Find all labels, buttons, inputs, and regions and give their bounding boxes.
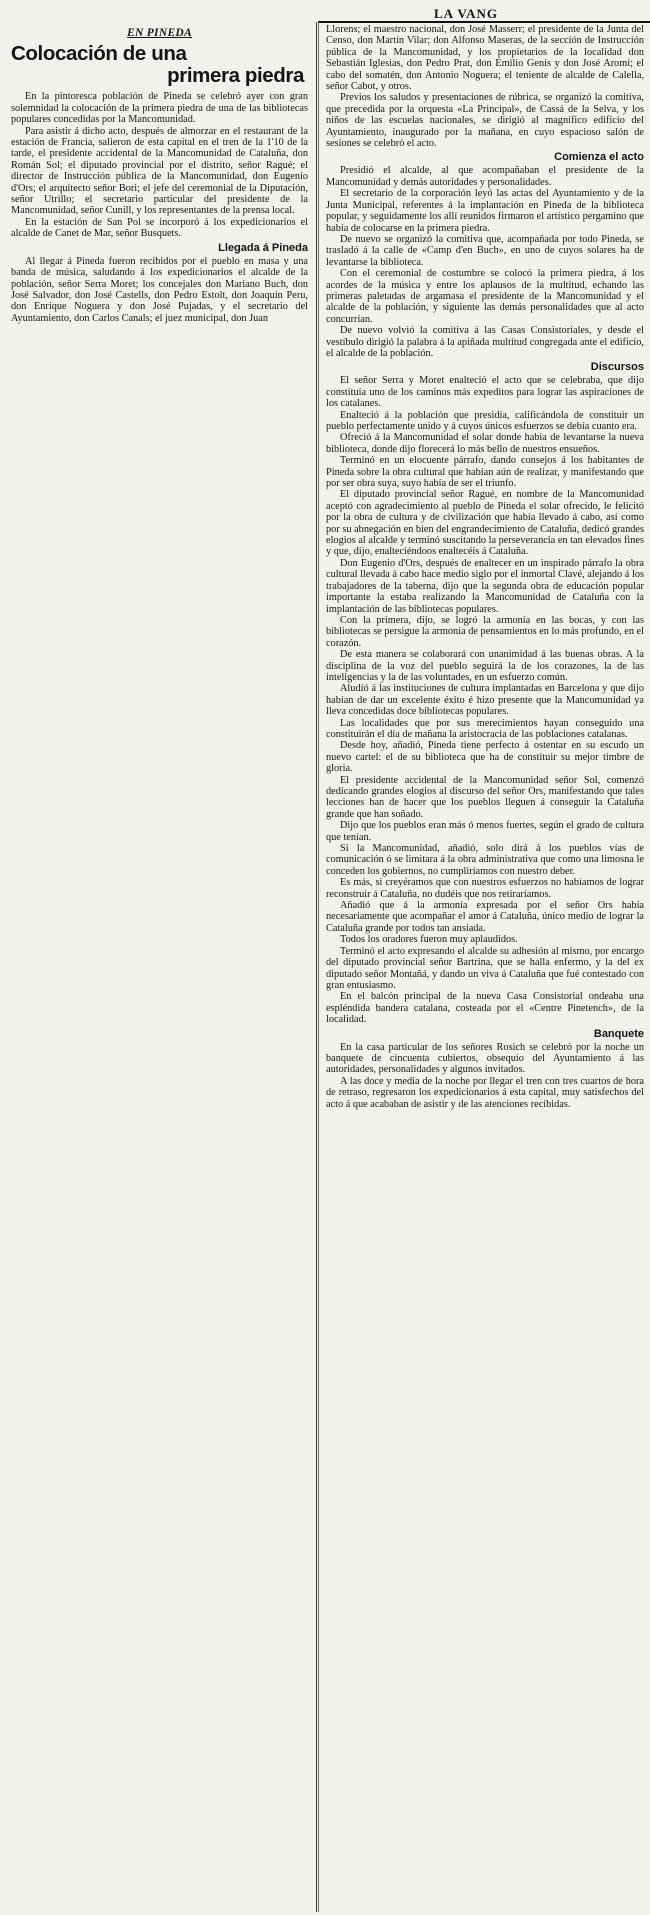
- paragraph: En la estación de San Pol se incorporó á los expedicionarios el alcalde de Canet de Mar, señor Busquets.: [11, 216, 308, 240]
- paragraph: Desde hoy, añadió, Pineda tiene perfecto á ostentar en su escudo un nuevo cartel: el de su biblioteca que ha de constituir su mejor timbre de gloria.: [326, 740, 644, 775]
- paragraph: De esta manera se colaborará con unanimidad á las buenas obras. A la disciplina de la voz del pueblo seguirá la de los corazones, la de las inteligencias y la de las voluntades, en un esfuerzo común.: [326, 649, 644, 683]
- subheading-comienza: Comienza el acto: [554, 151, 644, 164]
- right-column: [326, 24, 644, 1110]
- paragraph: Es más, si creyéramos que con nuestros esfuerzos no habíamos de lograr reconstruir á Cataluña, no dudéis que nos retiraríamos.: [326, 877, 644, 900]
- masthead-rule: [318, 21, 650, 23]
- paragraph: Dijo que los pueblos eran más ó menos fuertes, según el grado de cultura que tenían.: [326, 820, 644, 843]
- section-tag: EN PINEDA: [126, 27, 192, 39]
- paragraph: Llorens; el maestro nacional, don José Masserr; el presidente de la Junta del Censo, don Martín Vilar; don Alfonso Maseras, de la sección de Instrucción pública de la Mancomunidad, y los propietarios de la localidad don Sebastián Iglesias, don Pedro Prat, don Emilio Genís y don José Aromí; el cabo del somatén, don Antonio Noguera; el teniente de alcalde de Calella, señor Cabot, y otros.: [326, 24, 644, 93]
- paragraph: Don Eugenio d'Ors, después de enaltecer en un inspirado párrafo la obra cultural llevada á cabo hace medio siglo por el inmortal Clavé, alejando á los trabajadores de la taberna, dijo que la segunda obra de educación popular importante la estaba realizando la Mancomunidad de Cataluña con la implantación de las bibliotecas populares.: [326, 557, 644, 615]
- paragraph: En la casa particular de los señores Rosich se celebró por la noche un banquete de cincuenta cubiertos, obsequio del Ayuntamiento á las autoridades, personalidades y algunos invitados.: [326, 1041, 644, 1076]
- paragraph: Para asistir á dicho acto, después de almorzar en el restaurant de la estación de Francia, salieron de esta capital en el tren de la 1'10 de la tarde, el presidente accidental de la Mancomunidad de Cataluña, don Román Sol; el diputado provincial por el distrito, señor Ragué; el director de Instrucción pública de la Mancomunidad, don Eugenio d'Ors; el arquitecto señor Bori; el jefe del ceremonial de la Diputación, señor Utrillo; el secretario particular del presidente de la Mancomunidad, señor Cunill, y los representantes de la prensa local.: [11, 125, 308, 217]
- paragraph: El secretario de la corporación leyó las actas del Ayuntamiento y de la Junta Municipal, referentes á la implantación en Pineda de la biblioteca popular, y seguidamente los allí reunidos firmaron el artístico pergamino que había de colocarse en la primera piedra.: [326, 188, 644, 234]
- article-headline: [11, 43, 308, 87]
- paragraph: El diputado provincial señor Ragué, en nombre de la Mancomunidad aceptó con agradecimiento al pueblo de Pineda el solar ofrecido, le felicitó por la obra de cultura y de civilización que había llevado á cabo, así como por su abnegación en bien del engrandecimiento de Cataluña, dedicó grandes elogios al alcalde y terminó suscitando la perseverancia en tan elevados fines y que, dijo, enalteciéndoos enaltecéis á Cataluña.: [326, 489, 644, 558]
- column-divider-inner: [318, 22, 319, 1912]
- paragraph: A las doce y media de la noche por llegar el tren con tres cuartos de hora de retraso, regresaron los expedicionarios á esta capital, muy satisfechos del acto á que acababan de asistir y de las atenciones recibidas.: [326, 1075, 644, 1110]
- paragraph: El presidente accidental de la Mancomunidad señor Sol, comenzó dedicando grandes elogios al discurso del señor Ors, manifestando que tales lecciones han de hacer que los pueblos lleguen á conseguir la Cataluña grande que han soñado.: [326, 774, 644, 820]
- paragraph: Ofreció á la Mancomunidad el solar donde había de levantarse la nueva biblioteca, donde dijo florecerá lo más bello de nuestros ensueños.: [326, 432, 644, 455]
- paragraph: Aludió á las instituciones de cultura implantadas en Barcelona y que dijo habían de dar un excelente éxito é hizo presente que la Mancomunidad ya lleva concedidas doce bibliotecas populares.: [326, 683, 644, 718]
- subheading-llegada: Llegada á Pineda: [218, 241, 308, 254]
- subheading-discursos: Discursos: [590, 361, 644, 374]
- paragraph: Añadió que á la armonía expresada por el señor Ors había necesariamente que acompañar el amor á Cataluña, único medio de lograr la Cataluña grande por todos tan ansiada.: [326, 900, 644, 934]
- headline-line-1: Colocación de una: [11, 42, 187, 66]
- paragraph: Enalteció á la población que presidía, calificándola de constituir un pueblo perfectamente unido y á cuyos únicos esfuerzos se debía cuanto era.: [326, 409, 644, 432]
- paragraph: Terminó el acto expresando el alcalde su adhesión al mismo, por encargo del diputado provincial señor Bartrina, que se halla enfermo, y la del ex diputado señor Montañá, y dando un viva á Cataluña que fué contestado con gran entusiasmo.: [326, 945, 644, 991]
- paragraph: De nuevo se organizó la comitiva que, acompañada por todo Pineda, se trasladó á la calle de «Camp d'en Buch», en uno de cuyos solares ha de levantarse la biblioteca.: [326, 233, 644, 268]
- masthead-title: LA VANG: [434, 6, 498, 21]
- paragraph: Si la Mancomunidad, añadió, solo dirá á los pueblos vías de comunicación ó se limitara á la obra administrativa que como una limosna le conceden los gobiernos, no cumpliríamos con nuestro deber.: [326, 843, 644, 877]
- column-divider: [316, 22, 317, 1912]
- paragraph: Al llegar á Pineda fueron recibidos por el pueblo en masa y una banda de música, saludando á los expedicionarios el alcalde de la población, señor Serra Moret; los concejales don Mariano Buch, don José Salvador, don José Castells, don Pedro Estolt, don Joaquín Peru, don Enrique Noguera y don José Pujadas, y el secretario del Ayuntamiento, don Carlos Canals; el juez municipal, don Juan: [11, 255, 308, 324]
- subheading-banquete: Banquete: [593, 1027, 644, 1040]
- paragraph: De nuevo volvió la comitiva á las Casas Consistoriales, y desde el vestíbulo dirigió la palabra á la apiñada multitud congregada ante el edificio, el alcalde de la población.: [326, 325, 644, 359]
- paragraph: Presidió el alcalde, al que acompañaban el presidente de la Mancomunidad y demás autoridades y personalidades.: [326, 165, 644, 188]
- headline-line-2: primera piedra: [167, 64, 304, 88]
- paragraph: Las localidades que por sus merecimientos hayan conseguido una constituirán el día de mañana la aristocracia de las poblaciones catalanas.: [326, 717, 644, 740]
- paragraph: Con la primera, dijo, se logró la armonía en las bocas, y con las bibliotecas se persigue la armonía de pensamientos en lo más profundo, en el corazón.: [326, 614, 644, 649]
- paragraph: Con el ceremonial de costumbre se colocó la primera piedra, á los acordes de la música y entre los aplausos de la multitud, echando las primeras paletadas de argamasa el presidente de la Mancomunidad y el alcalde de la población, y siguiente las demás personalidades que al acto concurrían.: [326, 268, 644, 325]
- paragraph: En la pintoresca población de Pineda se celebró ayer con gran solemnidad la colocación de la primera piedra de una de las bibliotecas populares concedidas por la Mancomunidad.: [11, 91, 308, 126]
- paragraph: Previos los saludos y presentaciones de rúbrica, se organizó la comitiva, que precedida por la orquesta «La Principal», de Cassá de la Selva, y los niños de las escuelas nacionales, se dirigió al magnífico edificio del Ayuntamiento, inaugurado por la mañana, en cuyo espacioso salón de sesiones se celebró el acto.: [326, 92, 644, 150]
- paragraph: El señor Serra y Moret enalteció el acto que se celebraba, que dijo constituía uno de los caminos más expeditos para lograr las aspiraciones de los catalanes.: [326, 375, 644, 410]
- paragraph: Terminó en un elocuente párrafo, dando consejos á los habitantes de Pineda sobre la obra cultural que habían aún de realizar, y manifestando que por ser obra suya, suyo había de ser el triunfo.: [326, 455, 644, 490]
- left-column: [11, 25, 308, 324]
- paragraph: Todos los oradores fueron muy aplaudidos.: [340, 934, 518, 946]
- paragraph: En el balcón principal de la nueva Casa Consistorial ondeaba una espléndida bandera catalana, costeada por el «Centre Pinetench», de la localidad.: [326, 991, 644, 1026]
